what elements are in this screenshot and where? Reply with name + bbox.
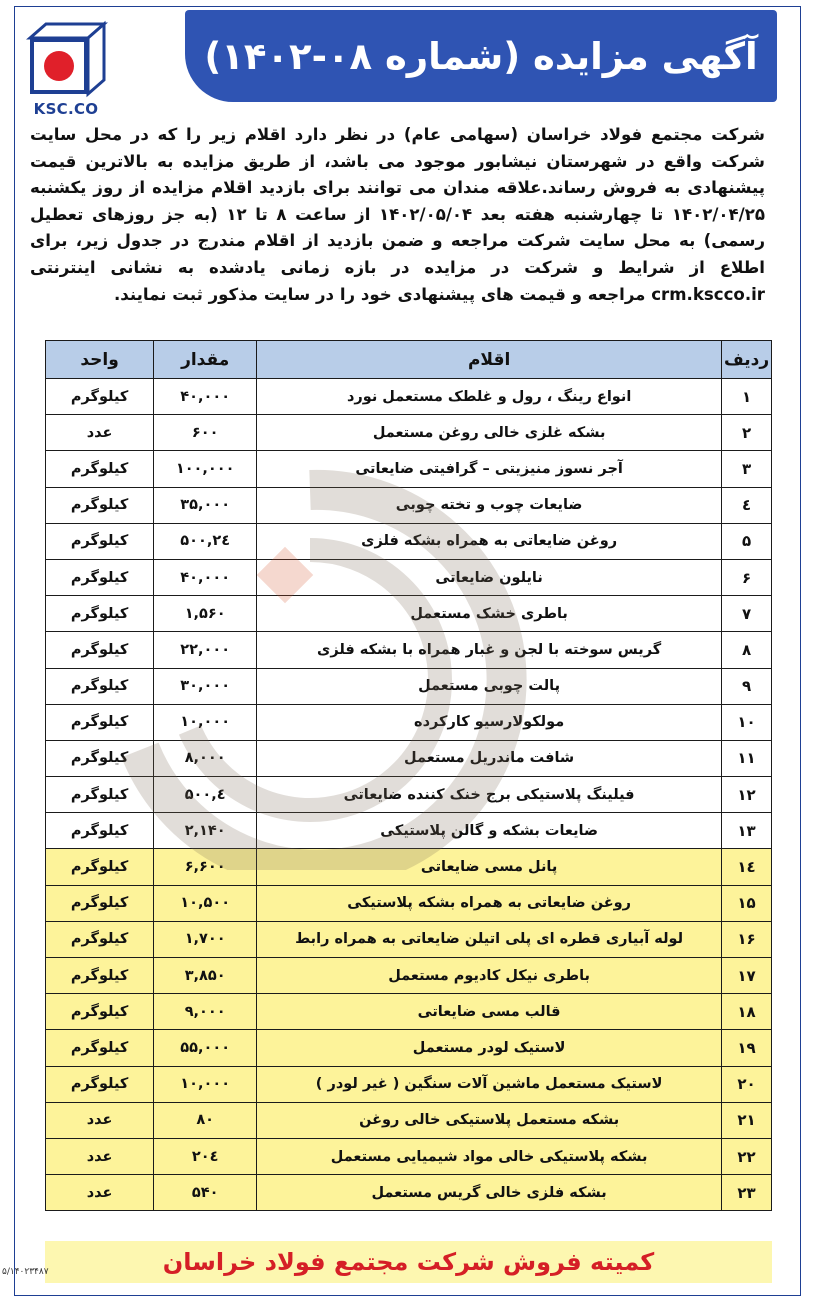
row-item: قالب مسی ضایعاتی (257, 994, 722, 1030)
row-quantity: ۱۰,۰۰۰ (154, 704, 257, 740)
row-quantity: ۳,۸۵۰ (154, 958, 257, 994)
header-item: اقلام (257, 341, 722, 379)
row-unit: کیلوگرم (46, 379, 154, 415)
row-item: ضایعات چوب و تخته چوبی (257, 487, 722, 523)
row-item: روغن ضایعاتی به همراه بشکه پلاستیکی (257, 885, 722, 921)
logo-text: KSC.CO (33, 100, 99, 118)
row-unit: کیلوگرم (46, 994, 154, 1030)
row-quantity: ۲,۱۴۰ (154, 813, 257, 849)
table-row (46, 379, 772, 415)
row-quantity: ۴۰,۰۰۰ (154, 559, 257, 595)
row-item: لوله آبیاری قطره ای پلی اتیلن ضایعاتی به همراه رابط (257, 921, 722, 957)
row-item: بشکه مستعمل پلاستیکی خالی روغن (257, 1102, 722, 1138)
row-unit: عدد (46, 1138, 154, 1174)
row-item: شافت ماندریل مستعمل (257, 740, 722, 776)
row-item: لاستیک مستعمل ماشین آلات سنگین ( غیر لودر ) (257, 1066, 722, 1102)
row-item: روغن ضایعاتی به همراه بشکه فلزی (257, 523, 722, 559)
ad-code: ۵/۱۴۰۲۳۴۸۷ (2, 1267, 49, 1277)
row-unit: کیلوگرم (46, 849, 154, 885)
table-row (46, 451, 772, 487)
table-row (46, 740, 772, 776)
row-number: ۱۹ (722, 1030, 772, 1066)
row-quantity: ۹,۰۰۰ (154, 994, 257, 1030)
row-unit: کیلوگرم (46, 559, 154, 595)
table-row (46, 1138, 772, 1174)
table-row (46, 704, 772, 740)
row-number: ۲۰ (722, 1066, 772, 1102)
row-unit: کیلوگرم (46, 451, 154, 487)
header-row-number: ردیف (722, 341, 772, 379)
footer-banner (45, 1241, 772, 1283)
table-row (46, 1066, 772, 1102)
row-quantity: ۱۰۰,۰۰۰ (154, 451, 257, 487)
header-quantity: مقدار (154, 341, 257, 379)
footer-text: کمیته فروش شرکت مجتمع فولاد خراسان (162, 1248, 655, 1276)
row-unit: کیلوگرم (46, 813, 154, 849)
company-logo (24, 20, 108, 120)
row-number: ۳ (722, 451, 772, 487)
row-number: ٤ (722, 487, 772, 523)
page-title: آگهی مزایده (شماره ۰۸-۱۴۰۲) (204, 34, 758, 78)
table-row (46, 958, 772, 994)
row-quantity: ۲٤,۵۰۰ (154, 523, 257, 559)
table-header-row (46, 341, 772, 379)
table-row (46, 668, 772, 704)
table-row (46, 559, 772, 595)
row-number: ۱۷ (722, 958, 772, 994)
row-number: ۱۸ (722, 994, 772, 1030)
table-row (46, 921, 772, 957)
table-row (46, 777, 772, 813)
row-quantity: ۲۲,۰۰۰ (154, 632, 257, 668)
row-unit: کیلوگرم (46, 1030, 154, 1066)
row-item: پالت چوبی مستعمل (257, 668, 722, 704)
row-number: ۱۰ (722, 704, 772, 740)
row-item: بشکه غلزی خالی روغن مستعمل (257, 415, 722, 451)
row-quantity: ۶۰۰ (154, 415, 257, 451)
table-row (46, 849, 772, 885)
row-unit: عدد (46, 1102, 154, 1138)
row-number: ۱۳ (722, 813, 772, 849)
table-row (46, 487, 772, 523)
row-item: گریس سوخته با لجن و غبار همراه با بشکه فلزی (257, 632, 722, 668)
row-number: ۲۳ (722, 1175, 772, 1211)
row-number: ۸ (722, 632, 772, 668)
row-quantity: ۴۰,۰۰۰ (154, 379, 257, 415)
row-quantity: ۲۰٤ (154, 1138, 257, 1174)
row-unit: کیلوگرم (46, 668, 154, 704)
row-quantity: ۸,۰۰۰ (154, 740, 257, 776)
table-row (46, 596, 772, 632)
row-item: نایلون ضایعاتی (257, 559, 722, 595)
row-item: باطری خشک مستعمل (257, 596, 722, 632)
row-unit: عدد (46, 415, 154, 451)
row-unit: کیلوگرم (46, 632, 154, 668)
row-unit: کیلوگرم (46, 777, 154, 813)
row-unit: کیلوگرم (46, 523, 154, 559)
row-item: ضایعات بشکه و گالن پلاستیکی (257, 813, 722, 849)
row-quantity: ۶,۶۰۰ (154, 849, 257, 885)
table-row (46, 813, 772, 849)
row-number: ۲ (722, 415, 772, 451)
row-item: باطری نیکل کادیوم مستعمل (257, 958, 722, 994)
row-number: ۱۶ (722, 921, 772, 957)
row-number: ۱۵ (722, 885, 772, 921)
row-number: ۷ (722, 596, 772, 632)
table-row (46, 1030, 772, 1066)
table-row (46, 523, 772, 559)
row-number: ۱۲ (722, 777, 772, 813)
row-quantity: ۱,۵۶۰ (154, 596, 257, 632)
row-number: ۱ (722, 379, 772, 415)
row-item: پانل مسی ضایعاتی (257, 849, 722, 885)
row-quantity: ۱۰,۵۰۰ (154, 885, 257, 921)
row-number: ۹ (722, 668, 772, 704)
row-unit: کیلوگرم (46, 596, 154, 632)
table-row (46, 415, 772, 451)
row-number: ۱۱ (722, 740, 772, 776)
row-item: انواع رینگ ، رول و غلطک مستعمل نورد (257, 379, 722, 415)
row-number: ۲۲ (722, 1138, 772, 1174)
row-quantity: ۵۴۰ (154, 1175, 257, 1211)
row-unit: عدد (46, 1175, 154, 1211)
intro-paragraph: شرکت مجتمع فولاد خراسان (سهامی عام) در نظر دارد اقلام زیر را که در محل سایت شرکت واقع در شهرستان نیشابور موجود می باشد، از طریق مزایده به بالاترین قیمت پیشنهادی به فروش رساند.علاقه مندان می توانند برای بازدید اقلام مزایده از روز یکشنبه ۱۴۰۲/۰۴/۲۵ تا چهارشنبه هفته بعد ۱۴۰۲/۰۵/۰۴ از ساعت ۸ تا ۱۲ (به جز روزهای تعطیل رسمی) به محل سایت شرکت مراجعه و ضمن بازدید از اقلام مندرج در جدول زیر، برای اطلاع از شرایط و شرکت در مزایده در بازه زمانی یادشده به نشانی اینترنتی crm.kscco.ir مراجعه و قیمت های پیشنهادی خود را در سایت مذکور ثبت نمایند. (30, 125, 765, 304)
row-item: مولکولارسیو کارکرده (257, 704, 722, 740)
row-number: ۵ (722, 523, 772, 559)
row-quantity: ۱۰,۰۰۰ (154, 1066, 257, 1102)
row-item: آجر نسوز منیزیتی – گرافیتی ضایعاتی (257, 451, 722, 487)
row-unit: کیلوگرم (46, 1066, 154, 1102)
row-item: فیلینگ پلاستیکی برج خنک کننده ضایعاتی (257, 777, 722, 813)
row-quantity: ٤,۵۰۰ (154, 777, 257, 813)
table-row (46, 632, 772, 668)
logo-cube-icon (24, 20, 108, 98)
row-quantity: ۳۰,۰۰۰ (154, 668, 257, 704)
row-unit: کیلوگرم (46, 704, 154, 740)
table-row (46, 885, 772, 921)
header-unit: واحد (46, 341, 154, 379)
table-row (46, 994, 772, 1030)
row-quantity: ۱,۷۰۰ (154, 921, 257, 957)
row-item: بشکه فلزی خالی گریس مستعمل (257, 1175, 722, 1211)
row-number: ۱٤ (722, 849, 772, 885)
row-unit: کیلوگرم (46, 958, 154, 994)
row-unit: کیلوگرم (46, 885, 154, 921)
row-unit: کیلوگرم (46, 921, 154, 957)
title-banner (185, 10, 777, 102)
row-quantity: ۸۰ (154, 1102, 257, 1138)
row-item: بشکه پلاستیکی خالی مواد شیمیایی مستعمل (257, 1138, 722, 1174)
row-quantity: ۳۵,۰۰۰ (154, 487, 257, 523)
row-unit: کیلوگرم (46, 487, 154, 523)
table-row (46, 1175, 772, 1211)
row-number: ۲۱ (722, 1102, 772, 1138)
row-unit: کیلوگرم (46, 740, 154, 776)
row-quantity: ۵۵,۰۰۰ (154, 1030, 257, 1066)
row-number: ۶ (722, 559, 772, 595)
auction-items-table (45, 340, 772, 1211)
row-item: لاستیک لودر مستعمل (257, 1030, 722, 1066)
table-row (46, 1102, 772, 1138)
